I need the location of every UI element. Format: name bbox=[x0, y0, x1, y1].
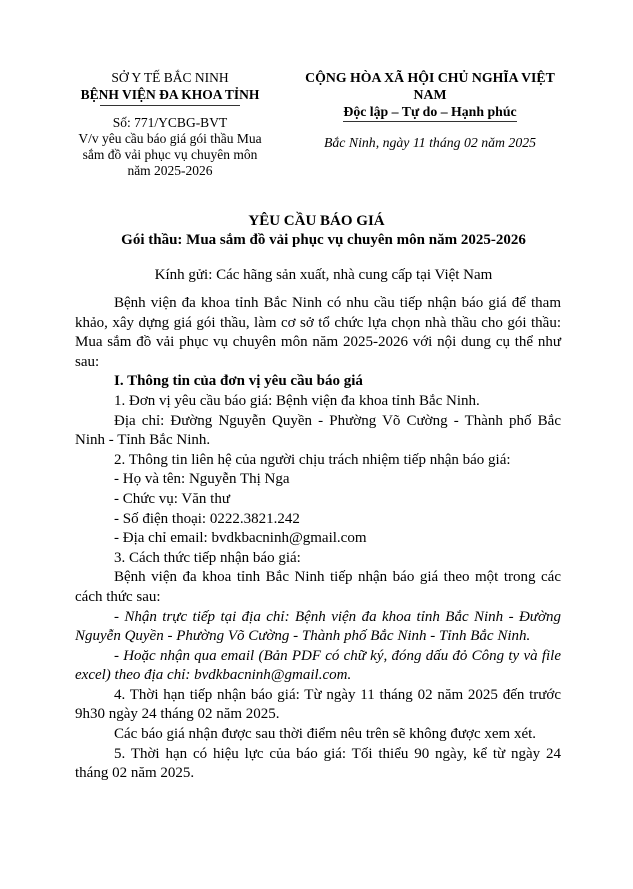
motto-wrap bbox=[343, 103, 516, 122]
national-header bbox=[290, 69, 570, 151]
document-subject bbox=[75, 131, 265, 179]
item-deadline: 4. Thời hạn tiếp nhận báo giá: Từ ngày 11 tháng 02 năm 2025 đến trước 9h30 ngày 24 tháng 02 năm 2025. bbox=[75, 686, 561, 723]
contact-name: - Họ và tên: Nguyễn Thị Nga bbox=[114, 471, 290, 488]
place-date: Bắc Ninh, ngày 11 tháng 02 năm 2025 bbox=[323, 135, 537, 150]
subject-line: sắm đồ vải phục vụ chuyên môn bbox=[82, 147, 258, 162]
issuer-block bbox=[60, 69, 280, 179]
nation-title: CỘNG HÒA XÃ HỘI CHỦ NGHĨA VIỆT NAM bbox=[305, 70, 555, 102]
contact-phone: - Số điện thoại: 0222.3821.242 bbox=[114, 510, 300, 527]
method-direct: - Nhận trực tiếp tại địa chỉ: Bệnh viện đa khoa tỉnh Bắc Ninh - Đường Nguyễn Quyền - Phường Võ Cường - Thành phố Bắc Ninh - Tỉnh Bắc Ninh. bbox=[75, 608, 561, 645]
national-motto: Độc lập – Tự do – Hạnh phúc bbox=[343, 103, 516, 122]
document-number: Số: 771/YCBG-BVT bbox=[112, 115, 228, 130]
subject-line: năm 2025-2026 bbox=[127, 163, 213, 178]
item-validity: 5. Thời hạn có hiệu lực của báo giá: Tối thiểu 90 ngày, kể từ ngày 24 tháng 02 năm 2025. bbox=[75, 745, 561, 782]
subject-line: V/v yêu cầu báo giá gói thầu Mua bbox=[78, 131, 262, 146]
item-receipt-method: 3. Cách thức tiếp nhận báo giá: bbox=[114, 549, 301, 566]
receipt-method-description: Bệnh viện đa khoa tỉnh Bắc Ninh tiếp nhận báo giá theo một trong các cách thức sau: bbox=[75, 569, 561, 605]
item-requesting-unit: 1. Đơn vị yêu cầu báo giá: Bệnh viện đa khoa tỉnh Bắc Ninh. bbox=[114, 392, 480, 409]
organization-name: BỆNH VIỆN ĐA KHOA TỈNH bbox=[80, 87, 260, 102]
contact-email: - Địa chỉ email: bvdkbacninh@gmail.com bbox=[114, 530, 367, 547]
document-title-block bbox=[0, 212, 633, 250]
issuer-underline bbox=[100, 105, 240, 106]
section-heading: I. Thông tin của đơn vị yêu cầu báo giá bbox=[114, 373, 363, 390]
deadline-note: Các báo giá nhận được sau thời điểm nêu trên sẽ không được xem xét. bbox=[114, 726, 537, 743]
document-title: YÊU CẦU BÁO GIÁ bbox=[248, 213, 385, 229]
intro-paragraph: Bệnh viện đa khoa tỉnh Bắc Ninh có nhu cầu tiếp nhận báo giá để tham khảo, xây dựng giá gói thầu, làm cơ sở tổ chức lựa chọn nhà thầu cho gói thầu: Mua sắm đồ vải phục vụ chuyên môn năm 2025-2026 với nội dung cụ thể như sau: bbox=[75, 295, 561, 370]
address-paragraph: Địa chỉ: Đường Nguyễn Quyền - Phường Võ Cường - Thành phố Bắc Ninh - Tỉnh Bắc Ninh. bbox=[75, 412, 561, 449]
method-email: - Hoặc nhận qua email (Bản PDF có chữ ký, đóng dấu đỏ Công ty và file excel) theo địa chỉ: bvdkbacninh@gmail.com. bbox=[75, 647, 561, 684]
item-contact-info: 2. Thông tin liên hệ của người chịu trách nhiệm tiếp nhận báo giá: bbox=[114, 451, 511, 468]
recipient-line: Kính gửi: Các hãng sản xuất, nhà cung cấp tại Việt Nam bbox=[154, 267, 493, 283]
package-title: Gói thầu: Mua sắm đồ vải phục vụ chuyên môn năm 2025-2026 bbox=[121, 232, 526, 248]
contact-position: - Chức vụ: Văn thư bbox=[114, 490, 230, 507]
document-body bbox=[75, 294, 561, 784]
parent-organization: SỞ Y TẾ BẮC NINH bbox=[111, 70, 229, 85]
